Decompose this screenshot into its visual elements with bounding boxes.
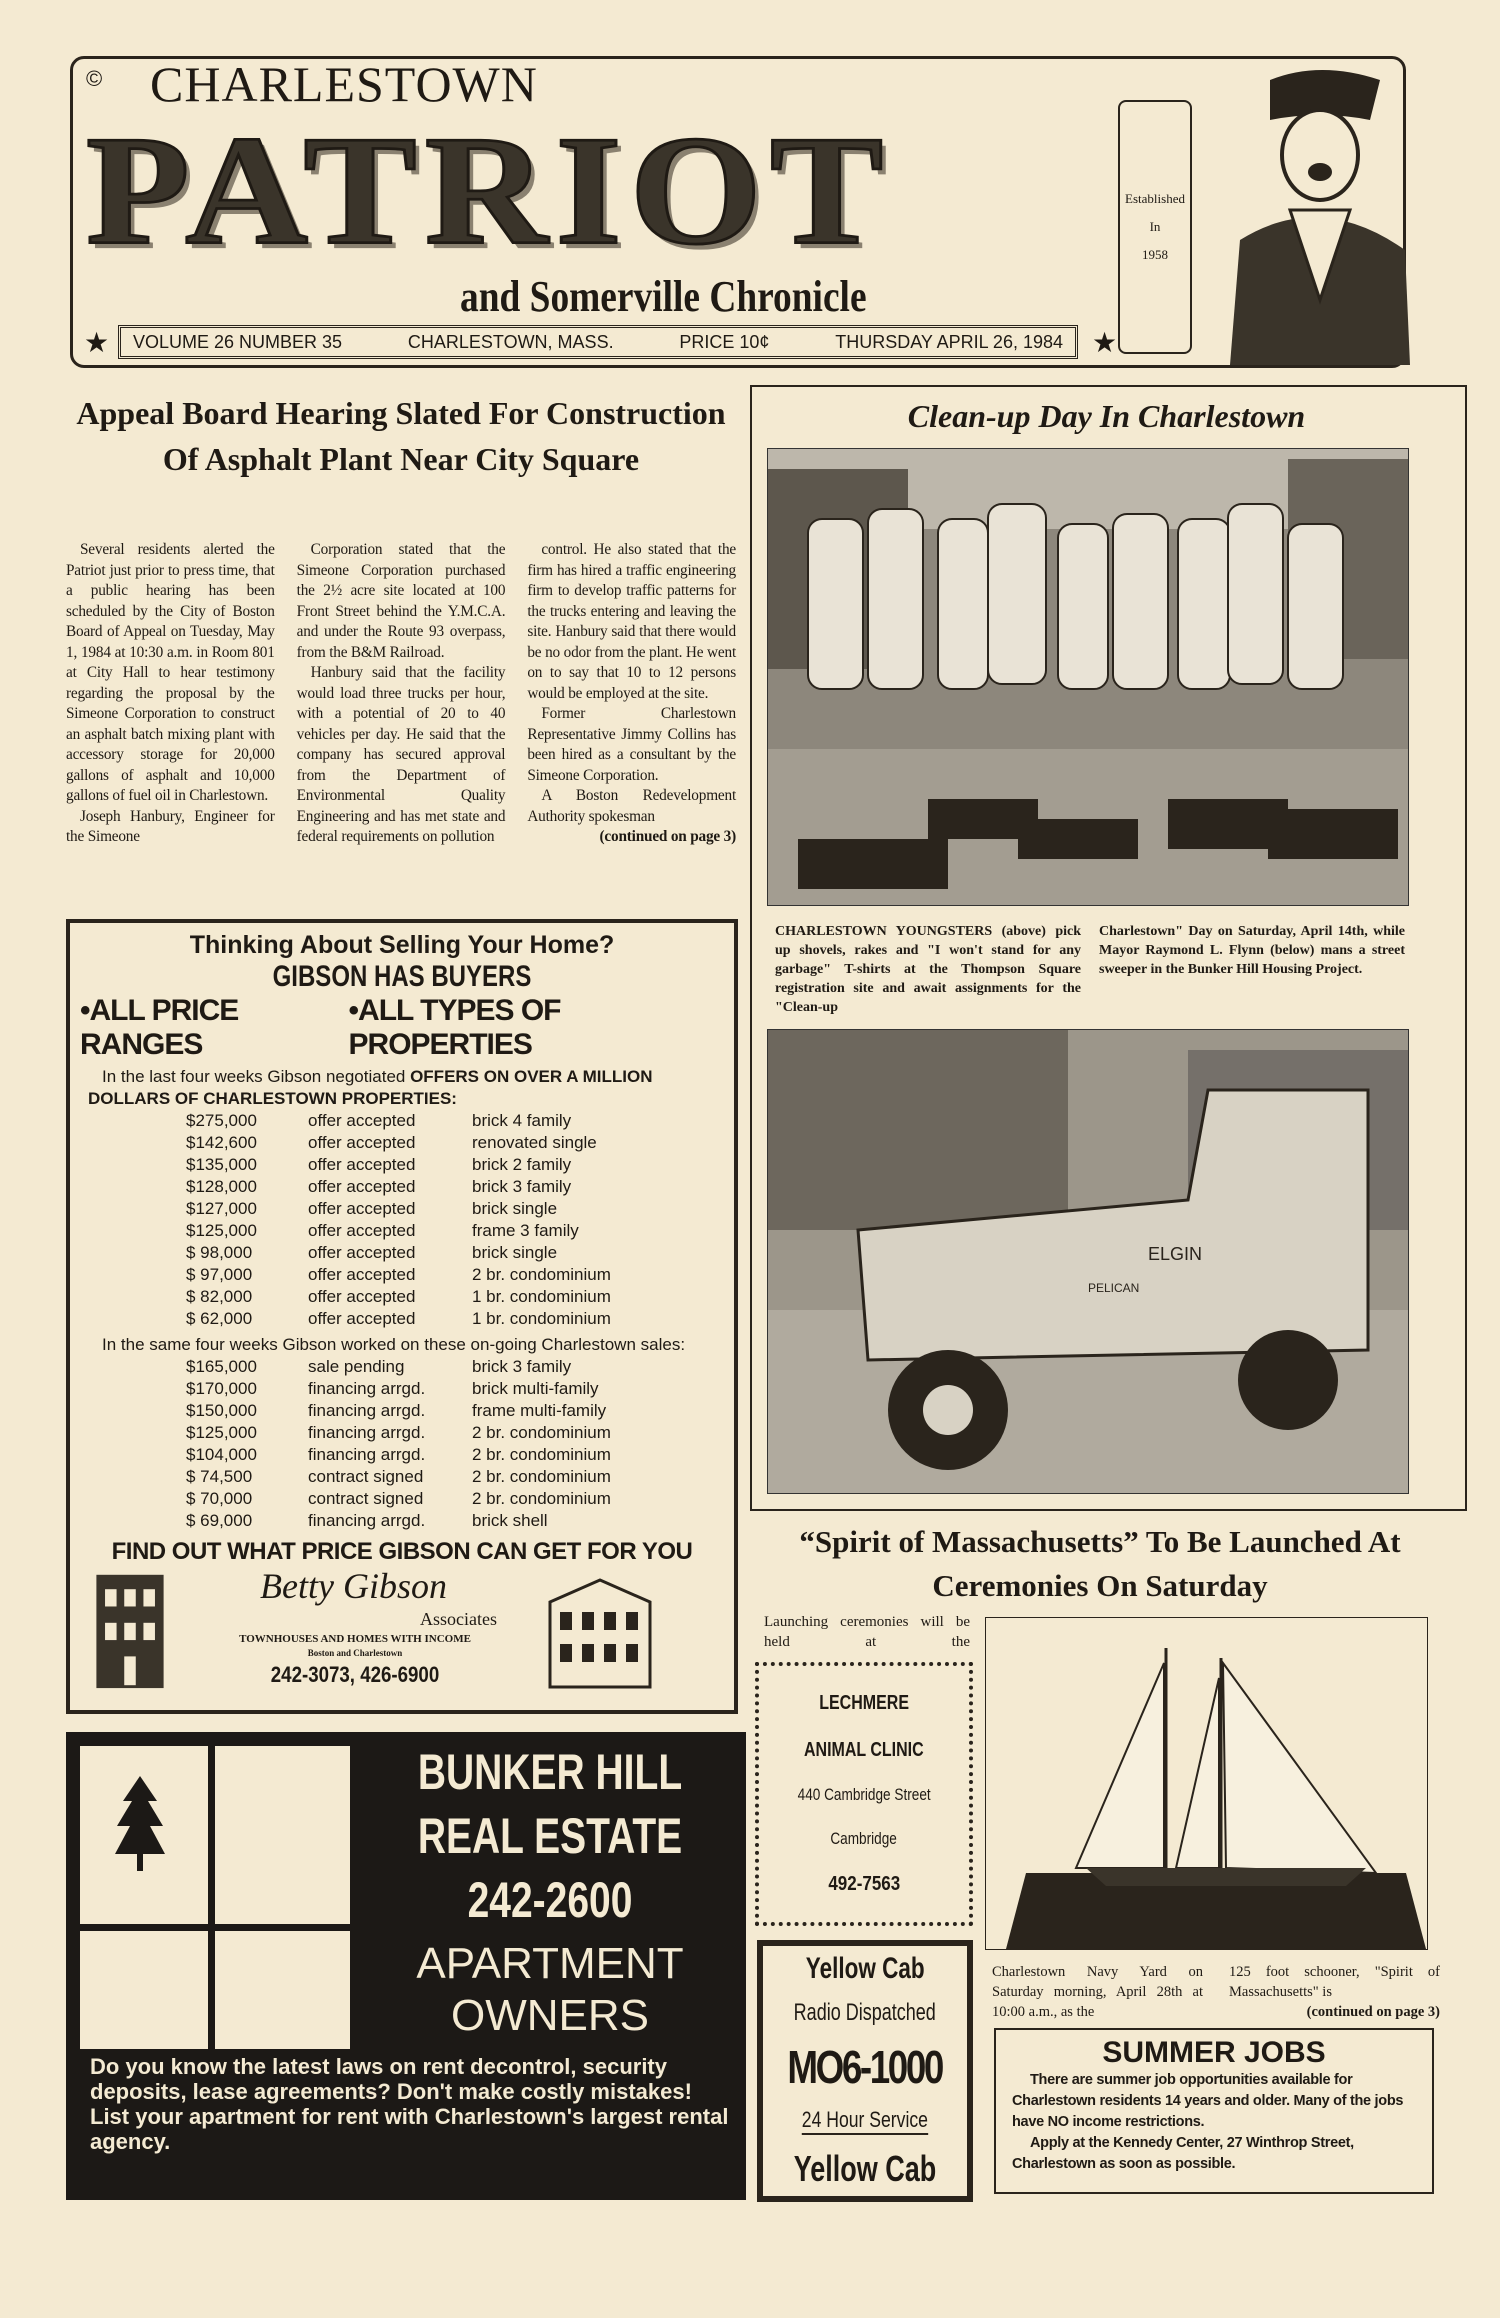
cab-service: 24 Hour Service xyxy=(802,2107,928,2135)
paragraph: A Boston Redevelopment Authority spokesman xyxy=(527,787,736,825)
status: financing arrgd. xyxy=(308,1511,426,1530)
price: $ 70,000 xyxy=(186,1489,253,1508)
window-pane xyxy=(215,1746,350,1924)
price: $125,000 xyxy=(186,1423,257,1442)
scroll-text: 1958 xyxy=(1142,247,1168,262)
property-type: brick shell xyxy=(472,1511,548,1530)
ad-heading xyxy=(402,1740,698,1932)
article-column xyxy=(297,540,506,848)
jobs-text: There are summer job opportunities available for Charlestown residents 14 years and older. Many of the jobs have NO income restrictions. xyxy=(1012,2072,1404,2130)
children-with-brooms-photo xyxy=(767,448,1409,906)
area: Boston and Charlestown xyxy=(307,1648,403,1658)
ad-body xyxy=(90,2054,730,2154)
cab-sub: Radio Dispatched xyxy=(793,1999,937,2027)
issue-date: THURSDAY APRIL 26, 1984 xyxy=(835,331,1063,352)
price: $142,600 xyxy=(186,1133,257,1152)
continued-link[interactable]: (continued on page 3) xyxy=(599,828,736,845)
price: $128,000 xyxy=(186,1177,257,1196)
cab-name: Yellow Cab xyxy=(805,1952,925,1986)
clinic-phone: 492-7563 xyxy=(828,1873,900,1896)
price: $170,000 xyxy=(186,1379,257,1398)
status: financing arrgd. xyxy=(308,1445,426,1464)
status: offer accepted xyxy=(308,1309,416,1328)
ad-footer xyxy=(70,1566,734,1696)
volume: VOLUME 26 NUMBER 35 xyxy=(133,331,343,352)
property-type: 2 br. condominium xyxy=(472,1265,611,1284)
price: $ 74,500 xyxy=(186,1467,253,1486)
sales-list xyxy=(186,1356,734,1532)
intro-bold: OFFERS ON OVER A MILLION DOLLARS OF CHARLESTOWN PROPERTIES: xyxy=(88,1067,653,1108)
masthead-subtitle: and Somerville Chronicle xyxy=(460,272,867,321)
price: $135,000 xyxy=(186,1155,257,1174)
paragraph: Joseph Hanbury, Engineer for the Simeone xyxy=(66,807,275,845)
spirit-lead: Launching ceremonies will be held at the xyxy=(764,1614,970,1650)
place: CHARLESTOWN, MASS. xyxy=(407,331,614,352)
body-text: List your apartment for rent with Charlestown's largest rental agency. xyxy=(90,2104,729,2154)
gibson-real-estate-ad xyxy=(66,919,738,1714)
clinic-name: LECHMERE xyxy=(819,1691,909,1714)
price: $ 62,000 xyxy=(186,1309,253,1328)
lead-article-body xyxy=(66,540,736,848)
body-text: Do you know the latest laws on rent decontrol, security deposits, lease agreements? Don't make costly mistakes! xyxy=(90,2054,692,2104)
lechmere-animal-clinic-ad xyxy=(755,1662,973,1926)
ad-question: Thinking About Selling Your Home? xyxy=(189,931,615,959)
associates: Associates xyxy=(420,1609,497,1629)
price: $275,000 xyxy=(186,1111,257,1130)
ad-bullets xyxy=(70,994,734,1062)
intro-text: In the last four weeks Gibson negotiated xyxy=(102,1067,411,1086)
yellow-cab-ad xyxy=(757,1940,973,2202)
property-type: brick multi-family xyxy=(472,1379,599,1398)
summer-jobs-notice xyxy=(994,2028,1434,2194)
lead-headline: Appeal Board Hearing Slated For Construction Of Asphalt Plant Near City Square xyxy=(76,395,726,477)
heading-line: REAL ESTATE xyxy=(417,1808,683,1864)
spirit-headline: “Spirit of Massachusetts” To Be Launched At Ceremonies On Saturday xyxy=(799,1524,1401,1603)
price: $104,000 xyxy=(186,1445,257,1464)
status: financing arrgd. xyxy=(308,1423,426,1442)
heading-line: BUNKER HILL xyxy=(417,1744,683,1800)
mayor-street-sweeper-photo xyxy=(767,1029,1409,1494)
property-type: brick single xyxy=(472,1243,558,1262)
cab-name: Yellow Cab xyxy=(793,2147,937,2189)
article-column xyxy=(66,540,275,848)
property-type: frame multi-family xyxy=(472,1401,607,1420)
house-illustration xyxy=(540,1572,660,1692)
townhouse-illustration xyxy=(90,1570,170,1690)
phones: 242-3073, 426-6900 xyxy=(270,1662,440,1687)
property-type: 1 br. condominium xyxy=(472,1287,611,1306)
price: $ 69,000 xyxy=(186,1511,253,1530)
schooner-illustration xyxy=(985,1617,1428,1950)
price: PRICE 10¢ xyxy=(679,331,770,352)
price: $ 82,000 xyxy=(186,1287,253,1306)
status: offer accepted xyxy=(308,1133,416,1152)
issue-info-bar xyxy=(118,325,1078,359)
clinic-street: 440 Cambridge Street xyxy=(797,1785,931,1805)
property-type: renovated single xyxy=(472,1133,597,1152)
sweeper-brand: ELGIN xyxy=(1148,1244,1203,1264)
status: offer accepted xyxy=(308,1199,416,1218)
price: $127,000 xyxy=(186,1199,257,1218)
paragraph: Former Charlestown Representative Jimmy Collins has been hired as a consultant by the Simeone Corporation. xyxy=(527,705,736,784)
ad-intro-2: In the same four weeks Gibson worked on these on-going Charlestown sales: xyxy=(102,1335,686,1354)
property-type: 2 br. condominium xyxy=(472,1423,611,1442)
paragraph: control. He also stated that the firm has hired a traffic engineering firm to develop traffic patterns for the trucks entering and leaving the site. Hanbury said that there would be no odor from the plant. He went on to say that 10 to 12 persons would be employed at the site. xyxy=(527,541,736,702)
clinic-city: Cambridge xyxy=(830,1829,898,1849)
ad-headline: GIBSON HAS BUYERS xyxy=(272,960,532,993)
paragraph: Corporation stated that the Simeone Corporation purchased the 2½ acre site located at 100 Front Street behind the Y.M.C.A. and under the Route 93 overpass, from the B&M Railroad. xyxy=(296,541,506,661)
property-type: brick single xyxy=(472,1199,558,1218)
cleanup-photo-caption xyxy=(775,922,1405,1017)
property-type: brick 3 family xyxy=(472,1357,572,1376)
star-icon: ★ xyxy=(84,328,110,359)
scroll-text: In xyxy=(1149,219,1161,234)
jobs-text: Apply at the Kennedy Center, 27 Winthrop Street, Charlestown as soon as possible. xyxy=(1012,2135,1354,2172)
phone: 242-2600 xyxy=(467,1872,633,1928)
sweeper-model: PELICAN xyxy=(1088,1281,1140,1295)
status: offer accepted xyxy=(308,1287,416,1306)
price: $ 97,000 xyxy=(186,1265,253,1284)
property-type: 2 br. condominium xyxy=(472,1445,611,1464)
caption-left: CHARLESTOWN YOUNGSTERS (above) pick up shovels, rakes and "I won't stand for any garbage" T-shirts at the Thompson Square registration site and await assignments for the "Clean-up xyxy=(775,924,1081,1015)
copyright-mark: © xyxy=(86,66,103,91)
heading-line: OWNERS xyxy=(451,1991,649,2040)
continued-link[interactable]: (continued on page 3) xyxy=(1306,2004,1440,2020)
caption-right: Charlestown" Day on Saturday, April 14th, while Mayor Raymond L. Flynn (below) mans a street sweeper in the Bunker Hill Housing Project. xyxy=(1099,924,1405,977)
window-pane xyxy=(215,1931,350,2049)
heading-line: APARTMENT xyxy=(416,1939,684,1988)
clinic-name: ANIMAL CLINIC xyxy=(804,1738,924,1761)
ad-subheading xyxy=(360,1938,740,2042)
status: financing arrgd. xyxy=(308,1379,426,1398)
status: contract signed xyxy=(308,1489,424,1508)
ad-intro xyxy=(70,1062,734,1110)
status: contract signed xyxy=(308,1467,424,1486)
offers-list xyxy=(186,1110,734,1330)
status: offer accepted xyxy=(308,1111,416,1130)
status: offer accepted xyxy=(308,1177,416,1196)
bullet: •ALL PRICE RANGES xyxy=(80,994,239,1061)
price: $165,000 xyxy=(186,1357,257,1376)
bunker-hill-real-estate-ad xyxy=(66,1732,746,2200)
property-type: brick 4 family xyxy=(472,1111,572,1130)
property-type: 2 br. condominium xyxy=(472,1467,611,1486)
status: offer accepted xyxy=(308,1243,416,1262)
window-pane xyxy=(80,1931,208,2049)
paragraph: Several residents alerted the Patriot just prior to press time, that a public hearing has been scheduled by the City of Boston Board of Appeal on Tuesday, May 1, 1984 at 10:30 a.m. in Room 801 at City Hall to hear testimony regarding the proposal by the Simeone Corporation to construct an asphalt batch mixing plant with accessory storage for 20,000 gallons of asphalt and 10,000 gallons of fuel oil in Charlestown. xyxy=(66,541,275,804)
paragraph: Charlestown Navy Yard on Saturday morning, April 28th at 10:00 a.m., as the xyxy=(992,1964,1203,2020)
paragraph: 125 foot schooner, "Spirit of Massachusetts" is xyxy=(1229,1964,1440,2000)
status: financing arrgd. xyxy=(308,1401,426,1420)
masthead-town: CHARLESTOWN xyxy=(150,56,538,112)
property-type: brick 2 family xyxy=(472,1155,572,1174)
article-column xyxy=(527,540,736,848)
property-type: 2 br. condominium xyxy=(472,1489,611,1508)
scroll-text: Established xyxy=(1125,191,1185,206)
status: offer accepted xyxy=(308,1221,416,1240)
status: offer accepted xyxy=(308,1265,416,1284)
bullet: •ALL TYPES OF PROPERTIES xyxy=(348,994,561,1061)
tree-icon xyxy=(115,1776,165,1876)
status: sale pending xyxy=(308,1357,405,1376)
property-type: brick 3 family xyxy=(472,1177,572,1196)
cab-phone: MO6-1000 xyxy=(787,2040,943,2093)
price: $125,000 xyxy=(186,1221,257,1240)
star-icon: ★ xyxy=(1092,328,1118,359)
property-type: 1 br. condominium xyxy=(472,1309,611,1328)
cleanup-title: Clean-up Day In Charlestown xyxy=(907,398,1306,434)
masthead-title: PATRIOT xyxy=(86,103,892,277)
price: $150,000 xyxy=(186,1401,257,1420)
established-scroll xyxy=(1118,100,1192,354)
tagline: TOWNHOUSES AND HOMES WITH INCOME xyxy=(239,1633,471,1645)
status: offer accepted xyxy=(308,1155,416,1174)
ad-cta: FIND OUT WHAT PRICE GIBSON CAN GET FOR YOU xyxy=(111,1538,693,1565)
paragraph: Hanbury said that the facility would load three trucks per hour, with a potential of 20 to 40 vehicles per day. He said that the company has secured approval from the Department of Environmental Quality Engineering and has met state and federal requirements on pollution xyxy=(296,664,506,845)
property-type: frame 3 family xyxy=(472,1221,579,1240)
jobs-title: SUMMER JOBS xyxy=(1102,2036,1326,2069)
spirit-body xyxy=(992,1962,1440,2022)
signature: Betty Gibson xyxy=(260,1566,447,1606)
price: $ 98,000 xyxy=(186,1243,253,1262)
